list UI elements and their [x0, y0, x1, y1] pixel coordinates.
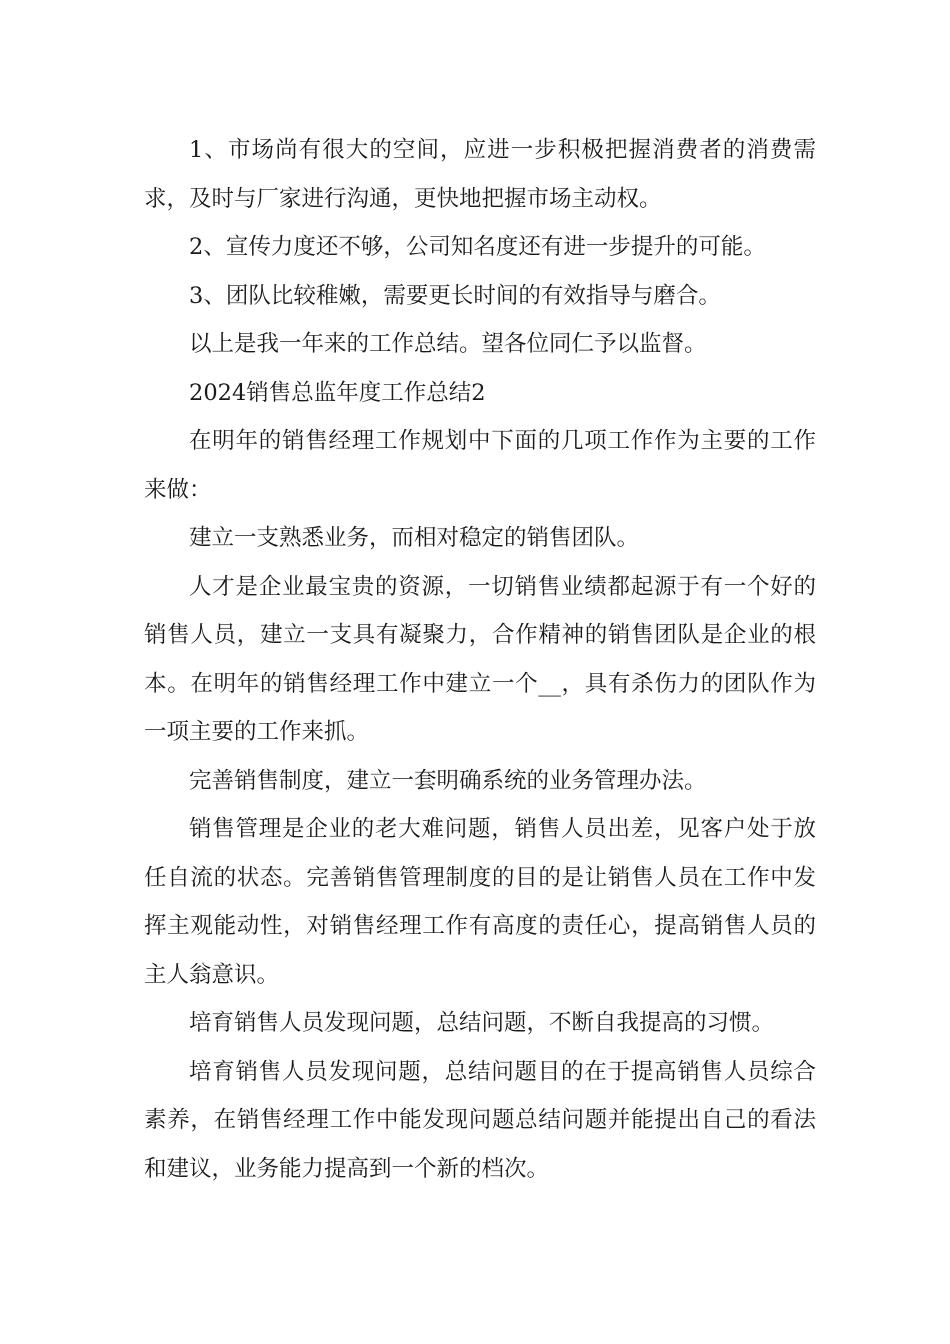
paragraph-closing: 以上是我一年来的工作总结。望各位同仁予以监督。 [189, 331, 707, 357]
paragraph-sales-management: 销售管理是企业的老大难问题，销售人员出差，见客户处于放任自流的状态。完善销售管理制度的目的是让销售人员在工作中发挥主观能动性，对销售经理工作有高度的责任心，提高销售人员的主人翁意识。 [144, 816, 816, 988]
paragraph-cultivate-purpose: 培育销售人员发现问题，总结问题目的在于提高销售人员综合素养，在销售经理工作中能发现问题总结问题并能提出自己的看法和建议，业务能力提高到一个新的档次。 [144, 1058, 816, 1182]
section-heading: 2024销售总监年度工作总结2 [189, 379, 486, 406]
paragraph-promotion: 2、宣传力度还不够，公司知名度还有进一步提升的可能。 [189, 234, 766, 260]
paragraph-build-team: 建立一支熟悉业务，而相对稳定的销售团队。 [189, 525, 640, 551]
document-body [144, 126, 816, 1193]
paragraph-improve-system: 完善销售制度，建立一套明确系统的业务管理办法。 [189, 767, 707, 794]
paragraph-talent: 人才是企业最宝贵的资源，一切销售业绩都起源于有一个好的销售人员，建立一支具有凝聚力，合作精神的销售团队是企业的根本。在明年的销售经理工作中建立一个__，具有杀伤力的团队作为一项主要的工作来抓。 [144, 573, 816, 745]
paragraph-team: 3、团队比较稚嫩，需要更长时间的有效指导与磨合。 [189, 282, 721, 309]
paragraph-market-space: 1、市场尚有很大的空间，应进一步积极把握消费者的消费需求，及时与厂家进行沟通，更快地把握市场主动权。 [144, 137, 816, 212]
paragraph-plan-intro: 在明年的销售经理工作规划中下面的几项工作作为主要的工作来做： [144, 428, 816, 503]
paragraph-cultivate-habit: 培育销售人员发现问题，总结问题，不断自我提高的习惯。 [189, 1010, 775, 1036]
